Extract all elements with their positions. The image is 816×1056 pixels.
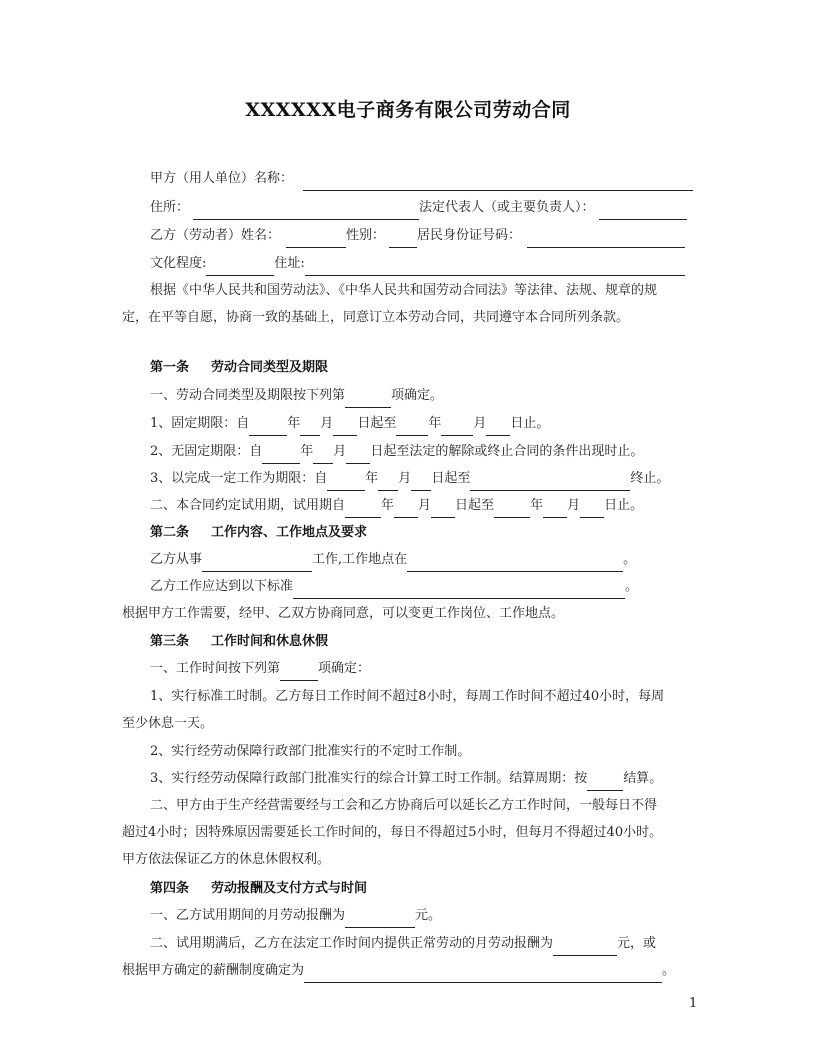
fixed-start-year-field[interactable] — [249, 418, 287, 436]
indefinite-term-label: 2、无固定期限：自 — [150, 444, 263, 459]
fixed-end-month-field[interactable] — [441, 418, 473, 436]
probation-label: 二、本合同约定试用期，试用期自 — [150, 498, 346, 513]
work-hours-choice-field[interactable] — [280, 663, 318, 681]
fixed-term-row — [150, 412, 549, 436]
article-3-number: 第三条 — [150, 634, 190, 649]
salary-system-label: 根据甲方确定的薪酬制度确定为 — [122, 963, 305, 978]
year-label: 年 — [365, 471, 379, 486]
job-label: 乙方从事 — [150, 552, 203, 567]
regular-pay-row — [150, 932, 656, 956]
task-term-row — [150, 467, 669, 491]
gender-label: 性别： — [346, 228, 386, 243]
probation-row — [150, 494, 643, 518]
probation-start-day-field[interactable] — [431, 500, 455, 518]
residence-field[interactable] — [305, 258, 685, 276]
work-hours-item-1-text: 一、工作时间按下列第 — [150, 661, 281, 676]
work-hours-item-1-suffix: 项确定： — [318, 661, 371, 676]
party-a-name-label: 甲方（用人单位）名称： — [150, 171, 294, 186]
indef-start-day-field[interactable] — [346, 446, 370, 464]
job-field[interactable] — [202, 554, 312, 572]
education-row — [150, 252, 685, 276]
year-label: 年 — [530, 498, 544, 513]
task-start-month-field[interactable] — [378, 473, 398, 491]
workplace-field[interactable] — [407, 554, 623, 572]
month-label: 月 — [398, 471, 412, 486]
flexible-hours: 2、实行经劳动保障行政部门批准实行的不定时工作制。 — [150, 744, 471, 759]
education-label: 文化程度: — [150, 256, 207, 271]
contract-type-choice-field[interactable] — [345, 390, 391, 408]
comprehensive-hours-row — [150, 767, 662, 791]
month-label: 月 — [418, 498, 432, 513]
probation-start-month-field[interactable] — [394, 500, 418, 518]
fixed-end-day-field[interactable] — [486, 418, 510, 436]
id-number-field[interactable] — [527, 230, 685, 248]
yuan-suffix: 元。 — [415, 908, 442, 923]
salary-system-row — [122, 959, 675, 983]
article-3-heading — [150, 630, 328, 654]
indef-start-month-field[interactable] — [313, 446, 333, 464]
day-from-label: 日起至 — [455, 498, 495, 513]
day-end-label: 日止。 — [510, 416, 550, 431]
article-4-title: 劳动报酬及支付方式与时间 — [211, 881, 368, 896]
legal-rep-label: 法定代表人（或主要负责人）： — [419, 200, 595, 215]
article-3-title: 工作时间和休息休假 — [211, 634, 329, 649]
probation-start-year-field[interactable] — [345, 500, 381, 518]
task-term-tail: 终止。 — [630, 471, 670, 486]
article-2-heading — [150, 521, 367, 545]
document-title: XXXXXX电子商务有限公司劳动合同 — [245, 99, 571, 121]
residence-label: 住址: — [274, 256, 305, 271]
regular-pay-suffix: 元，或 — [617, 936, 657, 951]
education-field[interactable] — [206, 258, 274, 276]
article-1-item-1-text: 一、劳动合同类型及期限按下列第 — [150, 388, 346, 403]
indefinite-term-tail: 日起至法定的解除或终止合同的条件出现时止。 — [370, 444, 644, 459]
overtime-line-2: 超过4小时；因特殊原因需要延长工作时间的，每日不得超过5小时，但每月不得超过40小时。 — [122, 825, 663, 840]
period: 。 — [625, 579, 639, 594]
standard-label: 乙方工作应达到以下标准 — [150, 579, 294, 594]
address-row — [150, 196, 687, 220]
fixed-start-day-field[interactable] — [333, 418, 357, 436]
day-from-label: 日起至 — [357, 416, 397, 431]
address-field[interactable] — [193, 202, 419, 220]
preamble-line-2: 定，在平等自愿，协商一致的基础上，同意订立本劳动合同，共同遵守本合同所列条款。 — [122, 310, 630, 325]
standard-row — [150, 575, 638, 599]
regular-pay-label: 二、试用期满后，乙方在法定工作时间内提供正常劳动的月劳动报酬为 — [150, 936, 554, 951]
task-start-day-field[interactable] — [411, 473, 431, 491]
probation-end-day-field[interactable] — [580, 500, 604, 518]
job-row — [150, 548, 636, 572]
position-change-note: 根据甲方工作需要，经甲、乙双方协商同意，可以变更工作岗位、工作地点。 — [122, 606, 565, 621]
salary-system-field[interactable] — [304, 965, 662, 983]
address-label: 住所： — [150, 200, 190, 215]
period: 。 — [623, 552, 637, 567]
regular-pay-field[interactable] — [553, 938, 617, 956]
month-label: 月 — [320, 416, 334, 431]
fixed-term-label: 1、固定期限：自 — [150, 416, 250, 431]
page-number: 1 — [689, 996, 698, 1011]
probation-pay-field[interactable] — [345, 910, 415, 928]
indef-start-year-field[interactable] — [262, 446, 300, 464]
year-label: 年 — [428, 416, 442, 431]
probation-pay-row — [150, 904, 441, 928]
period: 。 — [662, 963, 676, 978]
fixed-end-year-field[interactable] — [396, 418, 428, 436]
party-b-name-label: 乙方（劳动者）姓名： — [150, 228, 281, 243]
standard-hours-line-2: 至少休息一天。 — [122, 716, 214, 731]
day-end-label: 日止。 — [604, 498, 644, 513]
standard-hours-line-1: 1、实行标准工时制。乙方每日工作时间不超过8小时，每周工作时间不超过40小时，每周 — [150, 689, 665, 704]
article-4-heading — [150, 877, 367, 901]
article-1-item-1 — [150, 384, 443, 408]
legal-rep-field[interactable] — [599, 202, 687, 220]
article-1-item-1-suffix: 项确定。 — [391, 388, 444, 403]
year-label: 年 — [300, 444, 314, 459]
probation-pay-label: 一、乙方试用期间的月劳动报酬为 — [150, 908, 346, 923]
party-b-row — [150, 224, 685, 248]
article-2-number: 第二条 — [150, 525, 190, 540]
year-label: 年 — [287, 416, 301, 431]
task-start-year-field[interactable] — [327, 473, 365, 491]
article-4-number: 第四条 — [150, 881, 190, 896]
article-1-title: 劳动合同类型及期限 — [211, 360, 329, 375]
id-number-label: 居民身份证号码： — [417, 228, 522, 243]
comprehensive-hours-label: 3、实行经劳动保障行政部门批准实行的综合计算工时工作制。结算周期：按 — [150, 771, 588, 786]
rest-rights: 甲方依法保证乙方的休息休假权利。 — [122, 852, 331, 867]
preamble-line-1: 根据《中华人民共和国劳动法》、《中华人民共和国劳动合同法》等法律、法规、规章的规 — [150, 283, 658, 298]
gender-field[interactable] — [389, 230, 417, 248]
workplace-label: 工作,工作地点在 — [312, 552, 408, 567]
day-from-label: 日起至 — [431, 471, 471, 486]
year-label: 年 — [381, 498, 395, 513]
month-label: 月 — [567, 498, 581, 513]
article-2-title: 工作内容、工作地点及要求 — [211, 525, 368, 540]
probation-end-year-field[interactable] — [494, 500, 530, 518]
settlement-period-field[interactable] — [587, 773, 623, 791]
party-b-name-field[interactable] — [286, 230, 346, 248]
article-1-heading — [150, 356, 328, 380]
month-label: 月 — [473, 416, 487, 431]
overtime-line-1: 二、甲方由于生产经营需要经与工会和乙方协商后可以延长乙方工作时间，一般每日不得 — [150, 798, 658, 813]
task-term-label: 3、以完成一定工作为期限：自 — [150, 471, 328, 486]
comprehensive-hours-suffix: 结算。 — [623, 771, 663, 786]
work-hours-item-1 — [150, 657, 370, 681]
probation-end-month-field[interactable] — [543, 500, 567, 518]
party-a-name-row — [150, 167, 693, 191]
fixed-start-month-field[interactable] — [300, 418, 320, 436]
standard-field[interactable] — [293, 581, 625, 599]
article-1-number: 第一条 — [150, 360, 190, 375]
task-end-field[interactable] — [470, 473, 630, 491]
month-label: 月 — [333, 444, 347, 459]
indefinite-term-row — [150, 440, 643, 464]
party-a-name-field[interactable] — [303, 173, 693, 191]
